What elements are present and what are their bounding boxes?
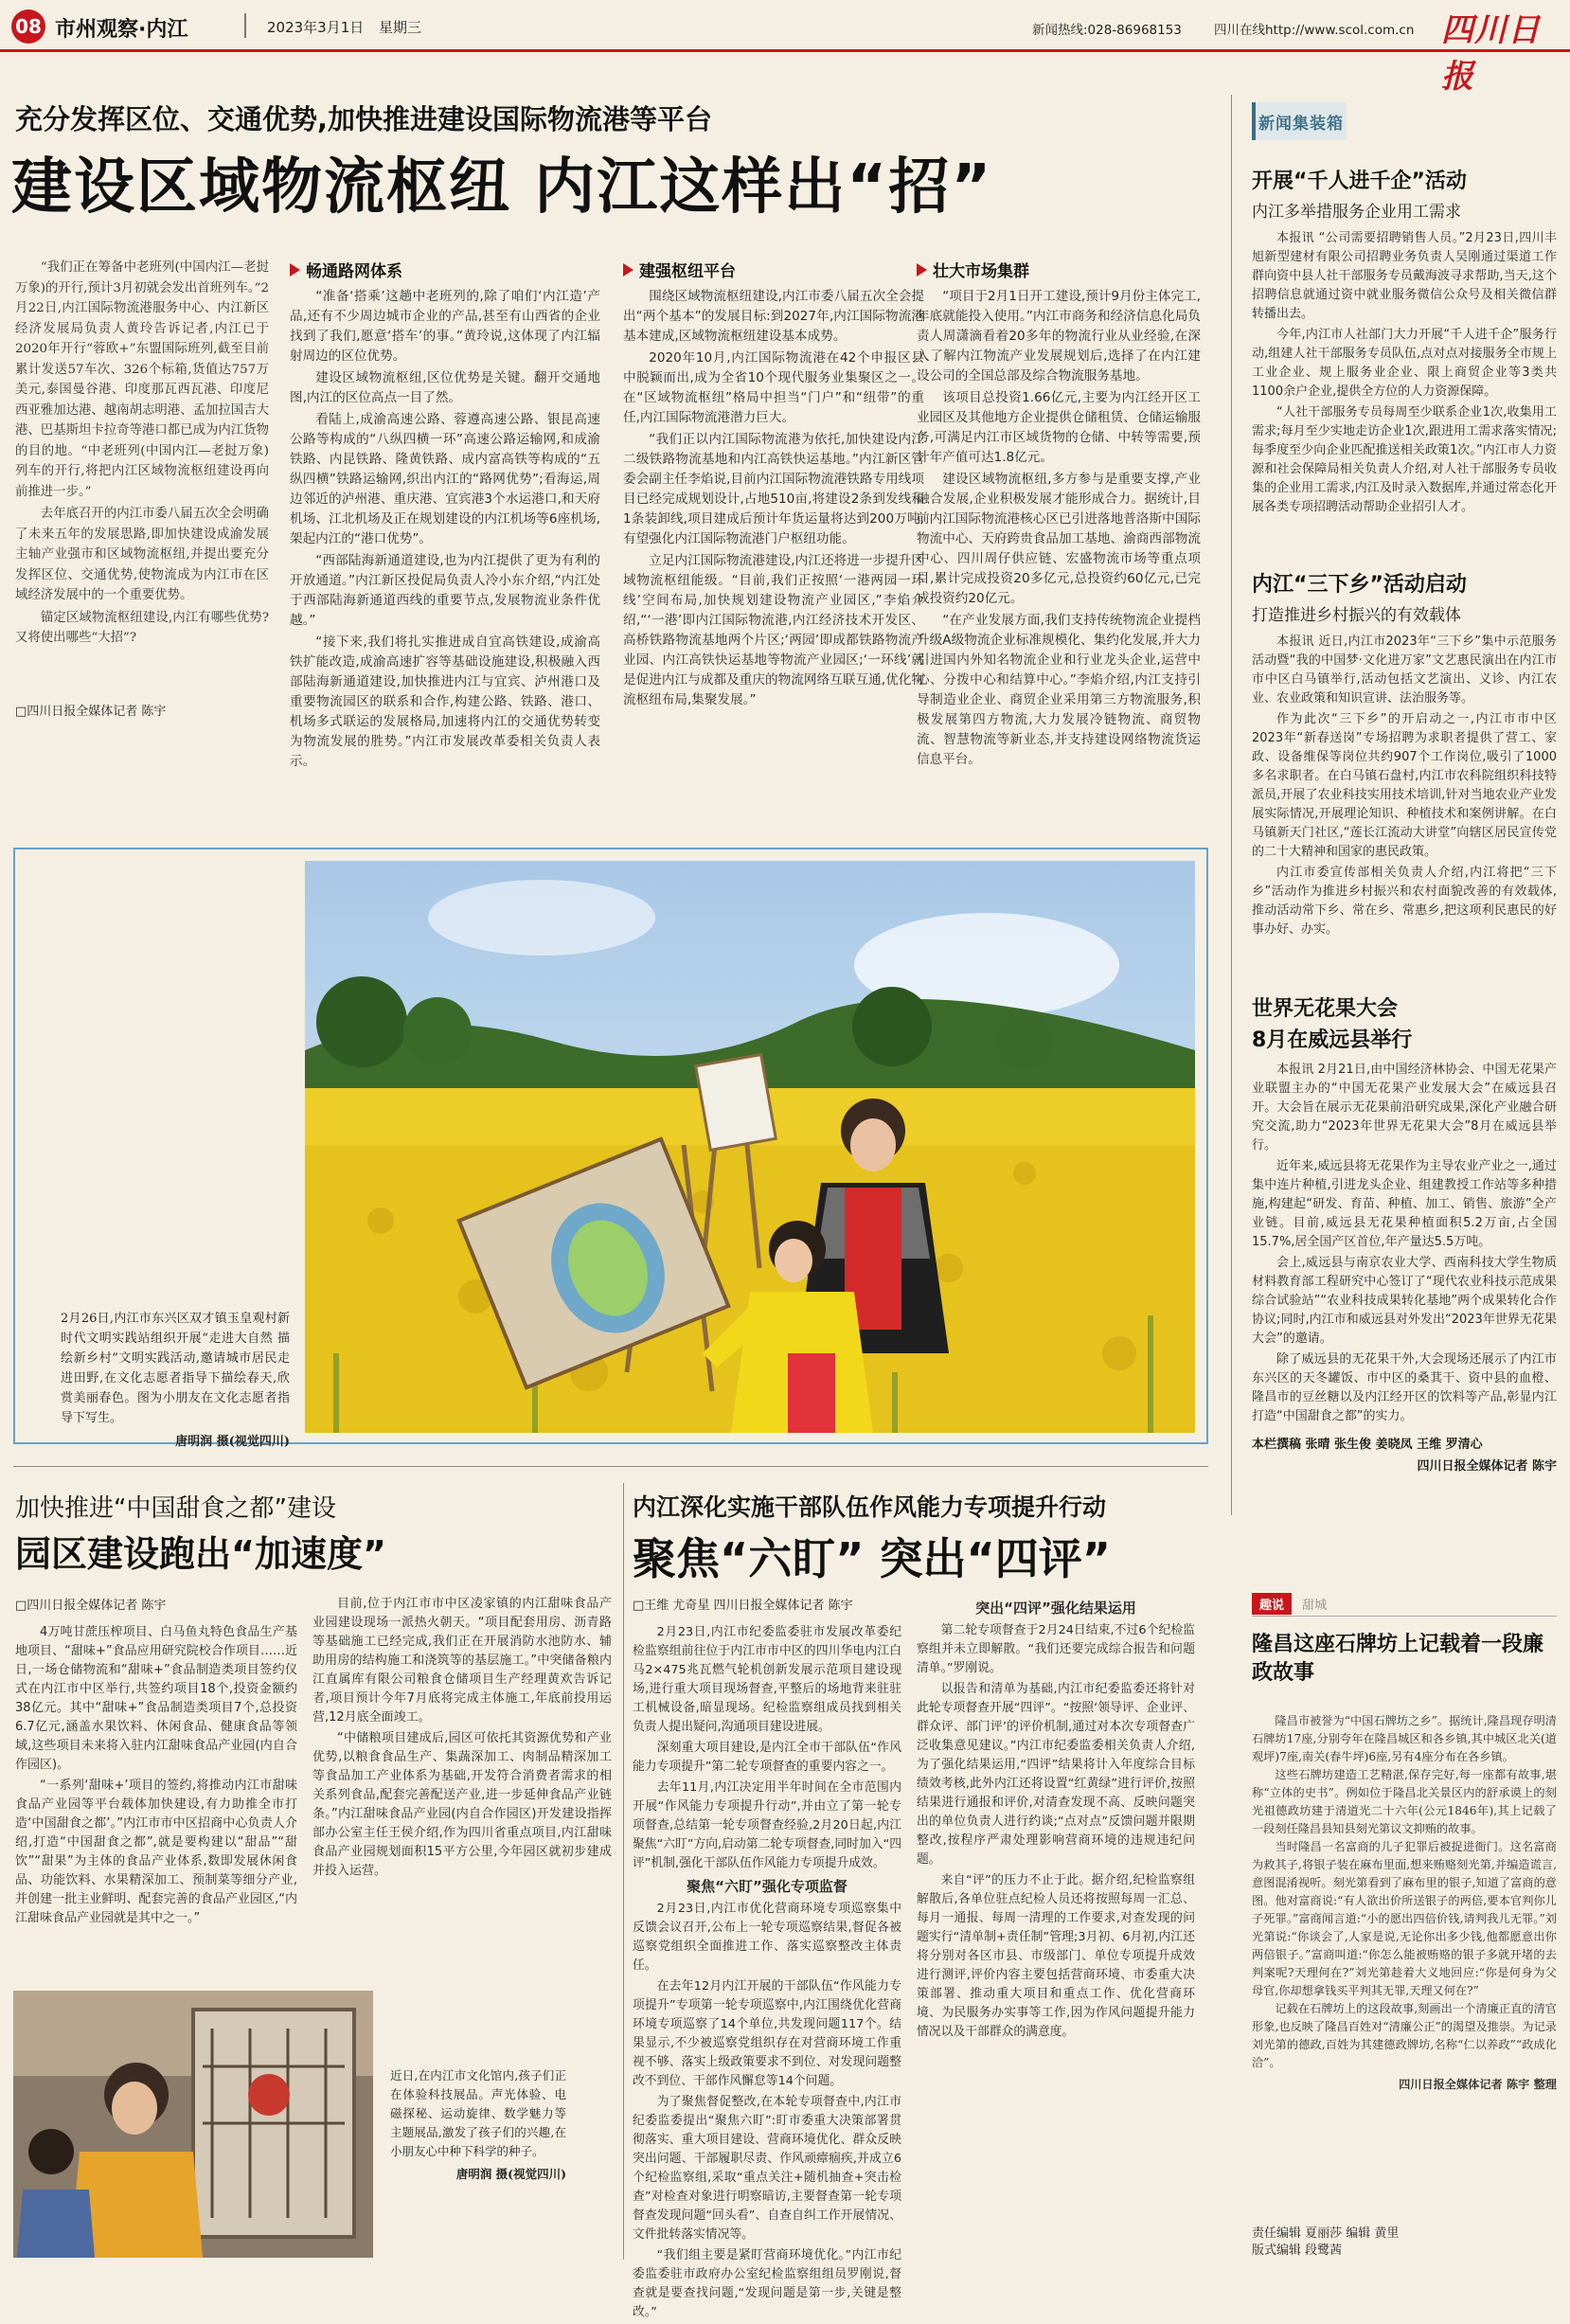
photo2-credit: 唐明润 摄(视觉四川) bbox=[455, 2167, 566, 2181]
paragraph: 以报告和清单为基础,内江市纪委监委还将针对此轮专项督查开展“四评”。“按照‘领导评、企业评、群众评、部门评’的评价机制,通过对本次专项督查广泛收集意见建议。”内江市纪委监委相关负责人介绍,为了强化结果运用,“四评”结果将计入年度综合目标绩效考核,此外内江还将设置“红黄绿”进行评价,按照结果进行通报和评价,对清查发现不高、反映问题突出的单位负责人进行约谈;“点对点”反馈问题并限期整改,按程序严肃处理影响营商环境的违规违纪问题。 bbox=[917, 1682, 1195, 1867]
paragraph: 看陆上,成渝高速公路、蓉遵高速公路、银昆高速公路等构成的“八纵四横一环”高速公路运输网,和成渝铁路、内昆铁路、隆黄铁路、成内富高铁等构成的“五纵四横”铁路运输网,织出内江的“路网优势”;看海运,周边邻近的泸州港、重庆港、宜宾港3个水运港口,和天府机场、江北机场及正在规划建设的内江机场等6座机场,架起内江的“港口优势”。 bbox=[290, 412, 600, 546]
editor-credits bbox=[1252, 2226, 1399, 2260]
bottom-center-col-2 bbox=[917, 1595, 1195, 2044]
lead-intro-para: 锚定区域物流枢纽建设,内江有哪些优势?又将使出哪些“大招”? bbox=[15, 610, 269, 645]
bottom-left-col-2 bbox=[312, 1595, 612, 1883]
lead-intro-para: “我们正在筹备中老班列(中国内江—老挝万象)的开行,预计3月初就会发出首班列车。”2月22日,内江国际物流港服务中心、内江新区经济发展局负责人黄玲告诉记者,内江已于2020年开行“蓉欧+”东盟国际班列,截至目前累计发送57车次、326个标箱,货值达757万美元,泰国曼谷港、印度那瓦西瓦港、印度尼西亚雅加达港、越南胡志明港、孟加拉国吉大港、巴基斯坦卡拉奇等港口都已成为内江货物的目的地。“中老班列(中国内江—老挝万象)列车的开行,将把内江区域物流枢纽建设再向前推进一步。” bbox=[15, 260, 269, 499]
triangle-bullet-icon bbox=[623, 263, 633, 277]
bottom-center-byline: □王维 尤奇星 四川日报全媒体记者 陈宇 bbox=[633, 1599, 853, 1613]
lead-headline: 建设区域物流枢纽 内江这样出“招” bbox=[11, 152, 993, 223]
bottom-column-rule bbox=[623, 1483, 624, 2260]
paragraph: “准备‘搭乘’这趟中老班列的,除了咱们‘内江造’产品,还有不少周边城市企业的产品,甚至有山西省的企业找到了我们,愿意‘搭车’的事。”黄玲说,这体现了内江辐射周边的区位优势。 bbox=[290, 289, 600, 364]
paragraph: 当时隆昌一名富商的儿子犯罪后被捉进衙门。这名富商为救其子,将银子装在麻布里面,想来贿赂刻光第,并编造谎言,意图混淆视听。刻光第看到了麻布里的银子,知道了富商的意图。他对富商说:“有人欲出价所送银子的两倍,要本官判你儿子死罪。”富商闻言道:“小的愿出四倍价钱,请判我儿无罪。”刘光第说:“你谈会了,人家是说,无论你出多少钱,他都愿意出你两倍银子。”富商叫道:“你怎么能被贿赂的银子多就开堵的去判案呢?天理何在?”刘光第趁着大义地回应:“你是何身为父母官,你却想拿钱买平判其无罪,天理又何在?” bbox=[1252, 1840, 1557, 1997]
editor-line: 责任编辑 夏丽莎 编辑 黄里 bbox=[1252, 2226, 1400, 2241]
story-title: 世界无花果大会 bbox=[1252, 997, 1399, 1021]
lead-kicker: 充分发挥区位、交通优势,加快推进建设国际物流港等平台 bbox=[15, 103, 713, 135]
sidebar-logo bbox=[1252, 102, 1347, 140]
sidebar-divider bbox=[1231, 95, 1232, 1515]
paragraph: “接下来,我们将扎实推进成自宜高铁建设,成渝高铁扩能改造,成渝高速扩容等基础设施建设,积极融入西部陆海新通道建设,加快推进内江与宜宾、泸州港口及重要物流园区的联系和合作,构建公路、铁路、港口、机场多式联运的发展格局,加速将内江的交通优势转变为物流发展的胜势。”内江市发展改革委相关负责人表示。 bbox=[290, 635, 600, 769]
paragraph: “项目于2月1日开工建设,预计9月份主体完工,年底就能投入使用。”内江市商务和经济信息化局负责人周潇滴看着20多年的物流行业从业经验,在深入了解内江物流产业发展规划后,选择了在内江建设公司的全国总部及综合物流服务基地。 bbox=[917, 289, 1201, 384]
bottom-left-kicker: 加快推进“中国甜食之都”建设 bbox=[15, 1494, 336, 1523]
story-subtitle: 打造推进乡村振兴的有效载体 bbox=[1252, 606, 1461, 625]
subheading: 突出“四评”强化结果运用 bbox=[975, 1600, 1136, 1617]
masthead-rule bbox=[0, 49, 1570, 52]
photo1-caption bbox=[61, 1309, 290, 1452]
lead-section-2 bbox=[623, 258, 924, 712]
paragraph: 2月23日,内江市优化营商环境专项巡察集中反馈会议召开,公布上一轮专项巡察结果,督促各被巡察党组织全面推进工作、落实巡察整改主体责任。 bbox=[633, 1902, 901, 1973]
photo2-caption-text: 近日,在内江市文化馆内,孩子们正在体验科技展品。声光体验、电磁探秘、运动旋律、数学魅力等主题展品,激发了孩子们的兴趣,在小朋友心中种下科学的种子。 bbox=[390, 2068, 566, 2158]
lead-intro bbox=[15, 258, 269, 651]
story-subtitle: 8月在威远县举行 bbox=[1252, 1028, 1413, 1052]
story-title: 开展“千人进千企”活动 bbox=[1252, 170, 1467, 193]
paragraph: 今年,内江市人社部门大力开展“千人进千企”服务行动,组建人社干部服务专员队伍,点对点对接服务全市规上工业企业、规上服务业企业、限上商贸企业等3类共1100余户企业,提供全方位的人力资源保障。 bbox=[1252, 328, 1557, 399]
lead-intro-para: 去年底召开的内江市委八届五次全会明确了未来五年的发展思路,即加快建设成渝发展主轴产业强市和区域物流枢纽,并提出要充分发挥区位、交通优势,使物流成为内江市在区域经济发展中的一个重要优势。 bbox=[15, 507, 269, 602]
topic-tag-sub: 甜城 bbox=[1302, 1599, 1328, 1613]
section-heading-text: 建强枢纽平台 bbox=[639, 262, 736, 281]
paragraph: 本报讯 “公司需要招聘销售人员。”2月23日,四川丰旭新型建材有限公司招聘业务负责人吴刚通过渠道工作群向资中县人社干部服务专员戴海波寻求帮助,当天,这个招聘信息就通过资中就业服务微信公众号及相关微信群转播出去。 bbox=[1252, 231, 1557, 321]
story-title: 内江“三下乡”活动启动 bbox=[1252, 573, 1467, 597]
paragraph: 2月23日,内江市纪委监委驻市发展改革委纪检监察组前往位于内江市市中区的四川华电内江白马2×475兆瓦燃气轮机创新发展示范项目建设现场,进行重大项目现场督查,平整后的场地背来驻驻工机械设备,暗显现场。纪检监察组成员找到相关负责人提出疑问,沟通项目建设进展。 bbox=[633, 1625, 901, 1734]
masthead-divider bbox=[244, 13, 246, 38]
paragraph: “人社干部服务专员每周至少联系企业1次,收集用工需求;每月至少实地走访企业1次,跟进用工需求落实情况;每季度至少向企业匹配推送相关政策1次。”内江市人力资源和社会保障局相关负责人介绍,对人社干部服务专员收集的企业用工需求,内江及时录入数据库,并通过常态化开展各类专项招聘活动帮助企业招引人才。 bbox=[1252, 405, 1557, 514]
bottom-center-headline: 聚焦“六盯” 突出“四评” bbox=[633, 1533, 1111, 1584]
photo1-caption-text: 2月26日,内江市东兴区双才镇玉皇观村新时代文明实践站组织开展“走进大自然 描绘新乡村”文明实践活动,邀请城市居民走进田野,在文化志愿者指导下描绘春天,欣赏美丽春色。图为小朋友在文化志愿者指导下写生。 bbox=[61, 1312, 290, 1425]
bottom-right-byline: 四川日报全媒体记者 陈宇 整理 bbox=[1399, 2078, 1557, 2091]
paragraph: “我们正以内江国际物流港为依托,加快建设内江二级铁路物流基地和内江高铁快运基地。”内江新区管委会副主任李焰说,目前内江国际物流港铁路专用线项目已经完成规划设计,占地510亩,将建设2条到发线和1条装卸线,项目建成后预计年货运量将达到200万吨,有望强化内江国际物流港门户枢纽功能。 bbox=[623, 432, 924, 546]
section-body bbox=[290, 287, 600, 772]
editor-line: 版式编辑 段鹭茜 bbox=[1252, 2244, 1343, 2258]
paragraph: 来自“评”的压力不止于此。据介绍,纪检监察组解散后,各单位驻点纪检人员还将按照每周一汇总、每月一通报、每周一清理的工作要求,对查发现的问题实行“清单制+责任制”管理;3月初、6月初,内江还将分别对各区市县、市级部门、单位专项提升成效进行测评,评价内容主要包括营商环境、市委重大决策部署、推动重大项目和重点工作、优化营商环境、为民服务办实事等工作,因为作风问题提升能力情况以及干部群众的满意度。 bbox=[917, 1873, 1195, 2039]
paragraph: “我们组主要是紧盯营商环境优化。”内江市纪委监委驻市政府办公室纪检监察组组员罗刚说,督查就是要查找问题,“发现问题是第一步,关键是整改。” bbox=[633, 2248, 901, 2319]
sidebar-logo-text: 新闻集装箱 bbox=[1258, 114, 1344, 134]
paragraph: 2020年10月,内江国际物流港在42个申报区县中脱颖而出,成为全省10个现代服务业集聚区之一。在“区域物流枢纽”格局中担当“门户”和“纽带”的重任,内江国际物流港潜力巨大。 bbox=[623, 350, 924, 425]
paragraph: 深刻重大项目建设,是内江全市干部队伍“作风能力专项提升”第二轮专项督查的重要内容之一。 bbox=[633, 1741, 901, 1774]
paragraph: 为了聚焦督促整改,在本轮专项督查中,内江市纪委监委提出“聚焦六盯”:盯市委重大决策部署贯彻落实、重大项目建设、营商环境优化、群众反映突出问题、干部履职尽责、作风顽瘴痼疾,并成立6个纪检监察组,采取“重点关注+随机抽查+突击检查”对检查对象进行明察暗访,主要督查第一轮专项督查发现问题“回头看”、自查自纠工作开展情况、文件批转落实情况等。 bbox=[633, 2095, 901, 2242]
masthead bbox=[0, 0, 1570, 96]
section-title: 市州观察·内江 bbox=[55, 18, 188, 42]
section-heading bbox=[290, 258, 600, 281]
paragraph: 这些石牌坊建造工艺精湛,保存完好,每一座都有故事,堪称“立体的史书”。例如位于隆昌北关景区内的舒承谟上的刻光祖德政坊建于清道光二十六年(公元1846年),其上记载了一段刻任隆昌县知县刻光第议文抑贿的故事。 bbox=[1252, 1768, 1557, 1835]
sidebar-story-3 bbox=[1252, 992, 1557, 1474]
photo2-caption bbox=[390, 2066, 566, 2184]
section-heading-text: 壮大市场集群 bbox=[933, 262, 1029, 281]
lead-section-1 bbox=[290, 258, 600, 774]
paragraph: 该项目总投资1.66亿元,主要为内江经开区工业园区及其他地方企业提供仓储租赁、仓储运输服务,可满足内江市区域货物的仓储、中转等需要,预计年产值可达1.8亿元。 bbox=[917, 390, 1201, 465]
paragraph: 记载在石牌坊上的这段故事,刻画出一个清廉正直的清官形象,也反映了隆昌百姓对“清廉公正”的渴望及推崇。为记录刘光第的德政,百姓为其建德政牌坊,名称“仁以养政”“政成化洽”。 bbox=[1252, 2002, 1557, 2069]
photo2-science-museum-image bbox=[13, 1991, 373, 2258]
section-heading bbox=[623, 258, 924, 281]
topic-tag bbox=[1252, 1593, 1557, 1617]
paragraph: 第二轮专项督查于2月24日结束,不过6个纪检监察组并未立即解散。“我们还要完成综合报告和问题清单。”罗刚说。 bbox=[917, 1623, 1195, 1675]
paragraph: 建设区域物流枢纽,区位优势是关键。翻开交通地图,内江的区位高点一目了然。 bbox=[290, 370, 600, 405]
sidebar-story-1 bbox=[1252, 165, 1557, 519]
paper-logo: 四川日报 bbox=[1441, 11, 1541, 96]
paragraph: 围绕区域物流枢纽建设,内江市委八届五次全会提出“两个基本”的发展目标:到2027年,内江国际物流港基本建成,区域物流枢纽建设基本成势。 bbox=[623, 289, 924, 344]
section-heading bbox=[917, 258, 1201, 281]
bottom-left-headline: 园区建设跑出“加速度” bbox=[15, 1533, 386, 1575]
paragraph: 目前,位于内江市市中区凌家镇的内江甜味食品产业园建设现场一派热火朝天。“项目配套用房、沥青路等基础施工已经完成,我们正在开展消防水池防水、辅助用房的结构施工和浇筑等的基层施工。”中突储备粮内江直属库有限公司粮食仓储项目生产经理黄欢告诉记者,项目预计今年7月底将完成主体施工,年底前投用运营,12月底全面竣工。 bbox=[312, 1597, 612, 1725]
sidebar-byline: 本栏撰稿 张晴 张生俊 姜晓凤 王维 罗清心 bbox=[1252, 1438, 1483, 1452]
story-subtitle: 内江多举措服务企业用工需求 bbox=[1252, 203, 1461, 222]
paragraph: 去年11月,内江决定用半年时间在全市范围内开展“作风能力专项提升行动”,并由立了第一轮专项督查,总结第一轮专项督查经验,2月20日起,内江聚焦“六盯”方向,启动第二轮专项督查,同时加入“四评”机制,强化干部队伍作风能力专项提升成效。 bbox=[633, 1780, 901, 1870]
bottom-right-headline: 隆昌这座石牌坊上记载着一段廉政故事 bbox=[1252, 1633, 1544, 1685]
bottom-left-byline: □四川日报全媒体记者 陈宇 bbox=[15, 1599, 167, 1613]
paragraph: 建设区域物流枢纽,多方参与是重要支撑,产业融合发展,企业积极发展才能形成合力。据统计,目前内江国际物流港核心区已引进落地普洛斯中国际物流中心、天府跨贵食品加工基地、渝商西部物流中心、四川周仔供应链、宏盛物流市场等重点项目,累计完成投资20多亿元,总投资约60亿元,已完成投资约20亿元。 bbox=[917, 472, 1201, 606]
photo1-credit: 唐明润 摄(视觉四川) bbox=[175, 1435, 290, 1449]
issue-weekday: 星期三 bbox=[379, 19, 422, 36]
paragraph: 4万吨甘蔗压榨项目、白马鱼丸特色食品生产基地项目、“甜味+”食品应用研究院校合作项目……近日,一场仓储物流和“甜味+”食品制造类项目签约仪式在内江市中区举行,共签约项目18个,投资金额约38亿元。其中“甜味+”食品制造类项目7个,总投资6.7亿元,涵盖水果饮料、休闲食品、健康食品等领域,这些项目未来将入驻内江甜味食品产业园(内自合作园区)。 bbox=[15, 1625, 297, 1772]
paragraph: 作为此次“三下乡”的开启动之一,内江市市中区2023年“新春送岗”专场招聘为求职者提供了营工、家政、设备维保等岗位共约907个工作岗位,吸引了1000多名求职者。在白马镇石盘村,内江市农科院组织科技特派员,开展了农业科技实用技术培训,针对当地农业产业发展实际情况,开展理论知识、种植技术和案例讲解。在白马镇新天门社区,“莲长江流动大讲堂”向辖区居民宣传党的二十大精神和国家的惠民政策。 bbox=[1252, 712, 1557, 859]
photo1-frame bbox=[13, 848, 1208, 1449]
subheading: 聚焦“六盯”强化专项监督 bbox=[687, 1878, 847, 1895]
triangle-bullet-icon bbox=[917, 263, 927, 277]
page-number-badge bbox=[11, 9, 45, 44]
issue-date: 2023年3月1日 bbox=[267, 19, 365, 36]
paragraph: “在产业发展方面,我们支持传统物流企业提档升级A级物流企业标准规模化、集约化发展,并大力引进国内外知名物流企业和行业龙头企业,运营中心、分拨中心和结算中心。”李焰介绍,内江支持引导制造业企业、商贸企业采用第三方物流服务,积极发展第四方物流,大力发展冷链物流、商贸物流、智慧物流等新业态,并支持建设网络物流货运信息平台。 bbox=[917, 613, 1201, 767]
bottom-center-kicker: 内江深化实施干部队伍作风能力专项提升行动 bbox=[633, 1493, 1107, 1521]
lead-section-3 bbox=[917, 258, 1201, 772]
bottom-right-body bbox=[1252, 1712, 1557, 2094]
section-body bbox=[917, 287, 1201, 770]
paragraph: 会上,威远县与南京农业大学、西南科技大学生物质材料教育部工程研究中心签订了“现代农业科技示范成果综合试验站”“农业科技成果转化基地”两个成果转化合作协议;同时,内江市和威远县对外发出“2023年世界无花果大会”的邀请。 bbox=[1252, 1256, 1557, 1346]
paragraph: “中储粮项目建成后,园区可依托其资源优势和产业优势,以粮食食品生产、集蔬深加工、肉制品精深加工等食品加工产业体系为基础,开发符合消费者需求的相关系列食品,配套完善配送产业,进一步延伸食品产业链条。”内江甜味食品产业园(内自合作园区)开发建设指挥部办公室主任王侯介绍,作为四川省重点项目,内江甜味食品产业园规划面积15平方公里,今年园区就初步建成并投入运营。 bbox=[312, 1731, 612, 1878]
bottom-center-col-1 bbox=[633, 1623, 901, 2324]
lead-byline: □四川日报全媒体记者 陈宇 bbox=[15, 705, 167, 719]
paragraph: “西部陆海新通道建设,也为内江提供了更为有利的开放通道。”内江新区投促局负责人冷小东介绍,“内江处于西部陆海新通道西线的重要节点,发展物流业条件优越。” bbox=[290, 553, 600, 628]
paragraph: 在去年12月内江开展的干部队伍“作风能力专项提升”专项第一轮专项巡察中,内江围绕优化营商环境专项巡察了14个单位,共发现问题117个。结果显示,不少被巡察党组织存在对营商环境工作重视不够、落实上级政策要求不到位、对发现问题整改不到位、干部作风懈怠等14个问题。 bbox=[633, 1979, 901, 2088]
paragraph: 本报讯 2月21日,由中国经济林协会、中国无花果产业联盟主办的“中国无花果产业发展大会”在威远县召开。大会旨在展示无花果前沿研究成果,深化产业融合研究交流,助力“2023年世界无花果大会”8月在威远县举行。 bbox=[1252, 1063, 1557, 1153]
website: 四川在线http://www.scol.com.cn bbox=[1214, 23, 1415, 38]
sidebar-byline: 四川日报全媒体记者 陈宇 bbox=[1417, 1459, 1557, 1474]
bottom-section-rule bbox=[13, 1466, 1208, 1467]
news-hotline: 新闻热线:028-86968153 bbox=[1032, 23, 1182, 38]
section-body bbox=[623, 287, 924, 710]
paragraph: 立足内江国际物流港建设,内江还将进一步提升区域物流枢纽能级。“目前,我们正按照‘一港两园一环线’空间布局,加快规划建设物流产业园区,”李焰介绍,“‘一港’即内江国际物流港,内江经济技术开发区、高桥铁路物流基地两个片区;‘两园’即成都铁路物流产业园、内江高铁快运基地等物流产业园区;‘一环线’就是促进内江与成都及重庆的物流网络互联互通,优化物流枢纽布局,集聚发展。” bbox=[623, 553, 924, 707]
section-heading-text: 畅通路网体系 bbox=[306, 262, 402, 281]
triangle-bullet-icon bbox=[290, 263, 300, 277]
topic-tag-label: 趣说 bbox=[1252, 1593, 1292, 1615]
paragraph: 本报讯 近日,内江市2023年“三下乡”集中示范服务活动暨“我的中国梦·文化进万家”文艺惠民演出在内江市市中区白马镇举行,活动包括文艺演出、义诊、内江农业、农业政策和知识宣讲、法治服务等。 bbox=[1252, 635, 1557, 706]
bottom-left-col-1 bbox=[15, 1623, 297, 1930]
paragraph: 近年来,威远县将无花果作为主导农业产业之一,通过集中连片种植,引进龙头企业、组建教授工作站等多种措施,构建起“研发、育苗、种植、加工、销售、旅游”全产业链。目前,威远县无花果种植面积5.2万亩,占全国15.7%,居全国产区首位,年产量达5.5万吨。 bbox=[1252, 1159, 1557, 1249]
sidebar-story-2 bbox=[1252, 568, 1557, 941]
paragraph: 除了威远县的无花果干外,大会现场还展示了内江市东兴区的天冬罐饭、市中区的桑萁干、资中县的血橙、隆昌市的豆丝糖以及内江经开区的饮料等产品,彰显内江打造“中国甜食之都”的实力。 bbox=[1252, 1352, 1557, 1423]
page-number: 08 bbox=[15, 15, 42, 38]
photo1-rapeseed-painting-image bbox=[305, 861, 1195, 1433]
paragraph: 内江市委宣传部相关负责人介绍,内江将把“三下乡”活动作为推进乡村振兴和农村面貌改善的有效载体,推动活动常下乡、常在乡、常惠乡,把这项利民惠民的好事办好、办实。 bbox=[1252, 866, 1557, 937]
paragraph: “一系列‘甜味+’项目的签约,将推动内江市甜味食品产业园等平台载体加快建设,有力助推全市打造‘中国甜食之都’。”内江市市中区招商中心负责人介绍,打造“中国甜食之都”,就是要构建以“甜品”“甜饮”“甜果”为主体的食品产业体系,数即发展休闲食品、功能饮料、水果精深加工、预制菜等细分产业,并创建一批主业鲜明、配套完善的食品产业园区,“内江甜味食品产业园就是其中之一。” bbox=[15, 1779, 297, 1925]
paragraph: 隆昌市被誉为“中国石牌坊之乡”。据统计,隆昌现存明清石牌坊17座,分别夸年在隆昌城区和各乡镇,其中城区北关(道观坪)7座,南关(春牛坪)6座,另有4座分布在各乡镇。 bbox=[1252, 1714, 1557, 1763]
